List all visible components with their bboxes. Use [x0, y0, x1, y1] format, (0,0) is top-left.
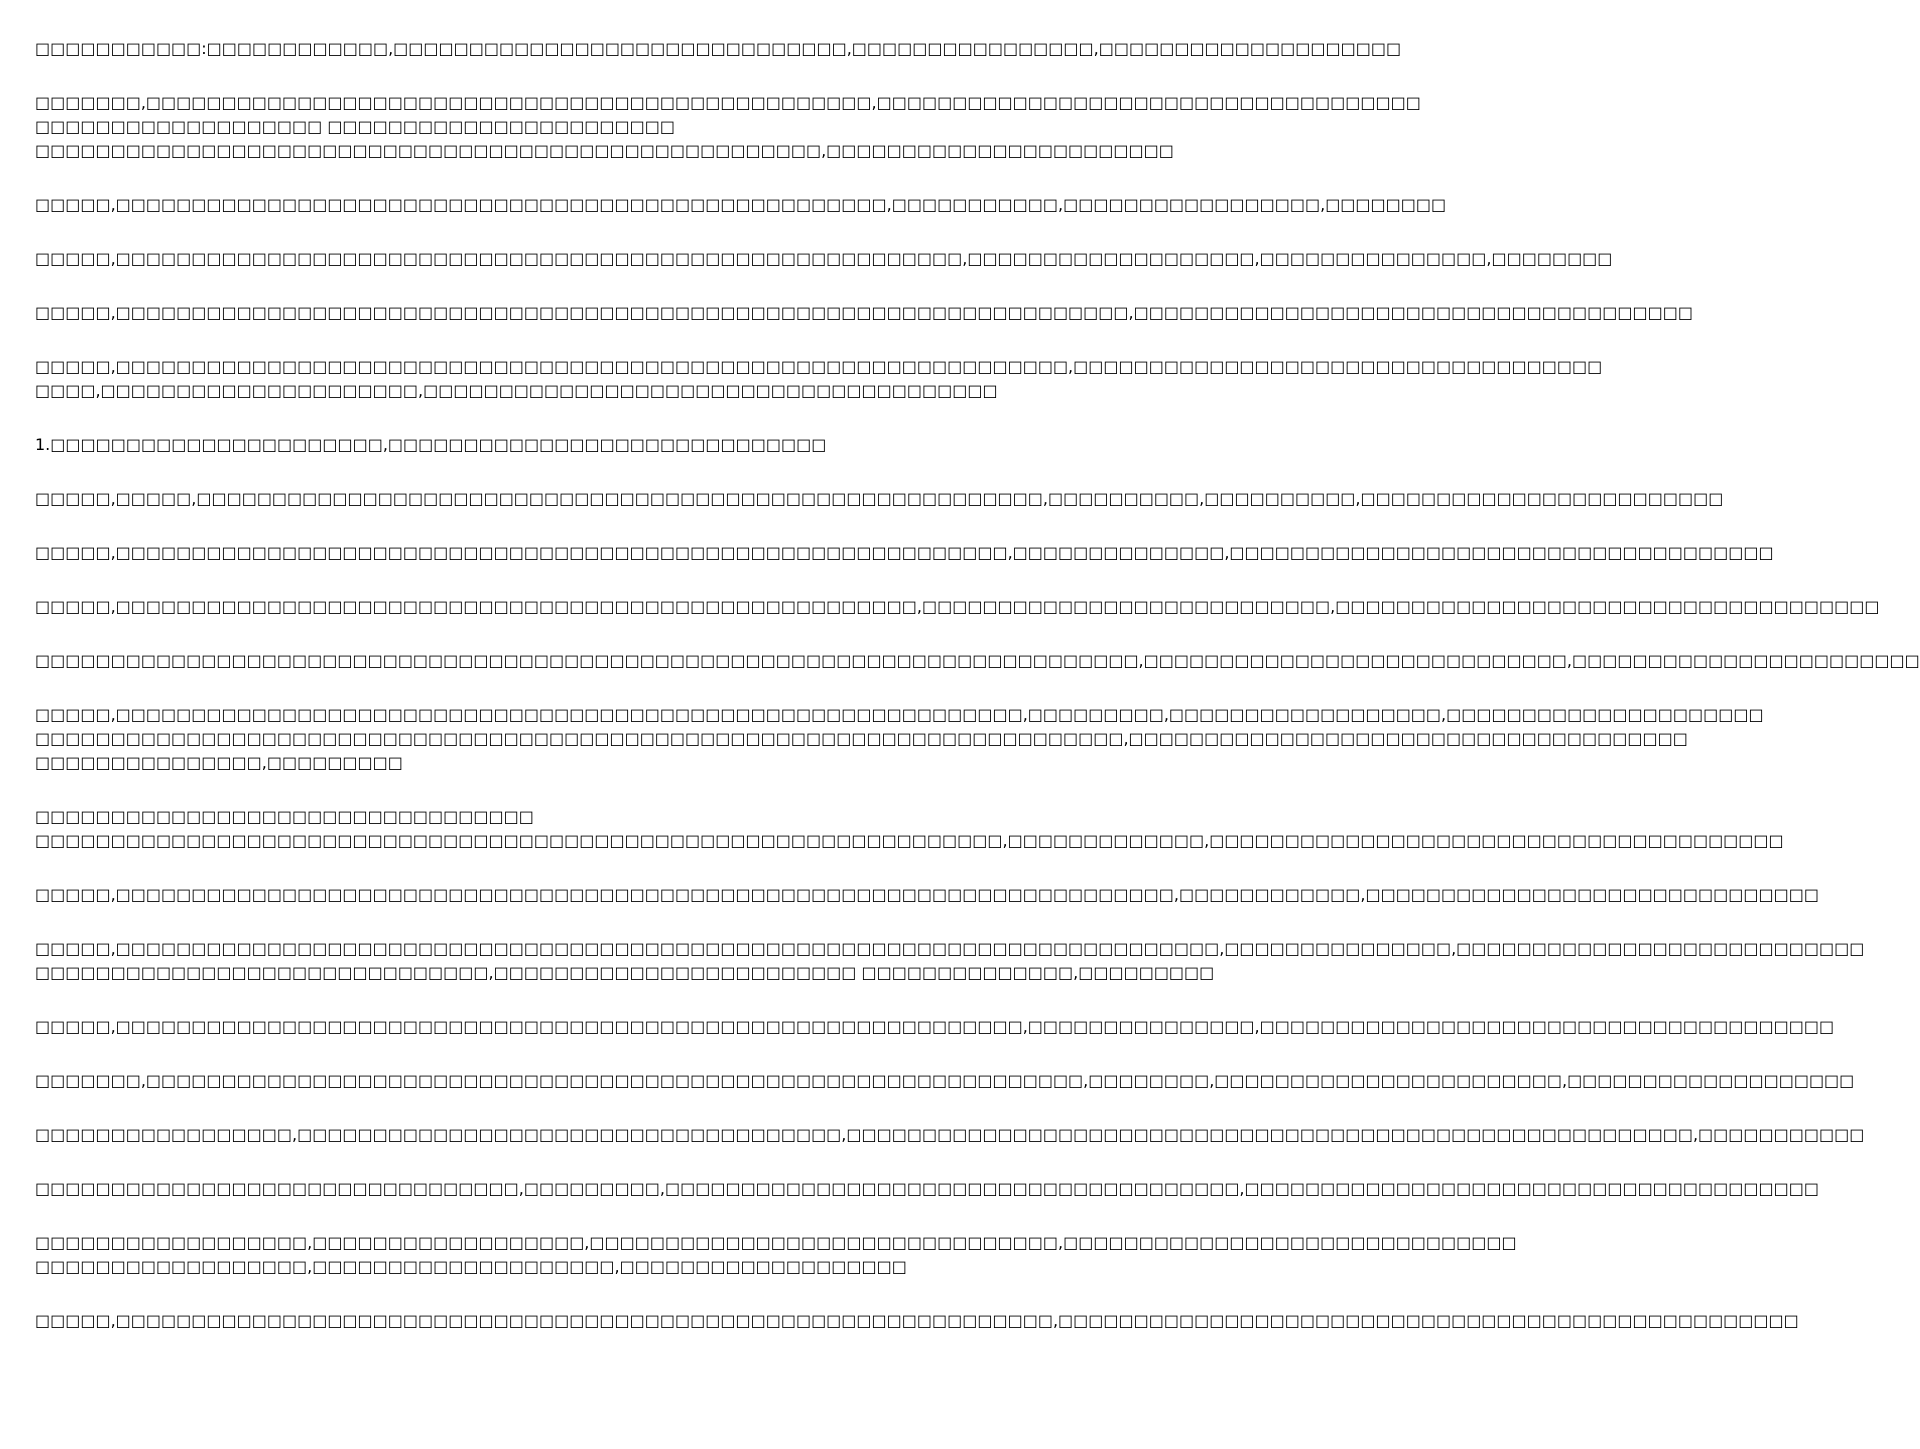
text-line: □□□□□,□□□□□□□□□□□□□□□□□□□□□□□□□□□□□□□□□□□□□□□□□□□□□□□□□□□□□□□□□□□□□□□□□□□□□□,□□□□□□□□□□□□,□□□□□□□□□□□□□□□□□□□□□□□□□□□□□□ — [35, 885, 1819, 904]
text-line: □□□□□,□□□□□□□□□□□□□□□□□□□□□□□□□□□□□□□□□□□□□□□□□□□□□□□□□□□□□□□□□□□□□□,□□□□□□□□□□□□□□□□□□□□□□□□□□□□□□□□□□□□□□□□□□□□□□□□□ — [35, 1311, 1799, 1330]
text-line: □□□□□,□□□□□□□□□□□□□□□□□□□□□□□□□□□□□□□□□□□□□□□□□□□□□□□□□□□□□,□□□□□□□□□□□□□□□□□□□□□□□□□□□,□□□□□□□□□□□□□□□□□□□□□□□□□□□□□□□□□□□□ — [35, 597, 1880, 616]
paragraph — [35, 91, 1421, 163]
paragraph — [35, 1015, 1835, 1039]
paragraph — [35, 355, 1603, 403]
paragraph — [35, 883, 1819, 907]
document-page — [35, 37, 1920, 1363]
text-line: □□□□□,□□□□□□□□□□□□□□□□□□□□□□□□□□□□□□□□□□□□□□□□□□□□□□□□□□□□□□□□□□□□□□□□□□□□□□□□□,□□□□□□□□□□□□□□□,□□□□□□□□□□□□□□□□□□□□□□□□□□□ — [35, 939, 1865, 958]
paragraph — [35, 247, 1613, 271]
text-line: □□□□□□□□□□□□□□□□□□□□□□□□□□□□□□□□□ — [35, 807, 534, 826]
text-line: □□□□□,□□□□□□□□□□□□□□□□□□□□□□□□□□□□□□□□□□□□□□□□□□□□□□□□□□□□□□□□□□□□□□□,□□□□□□□□□□□□□□□□□□□□□□□□□□□□□□□□□□□ — [35, 357, 1603, 376]
text-line: □□□□□□□,□□□□□□□□□□□□□□□□□□□□□□□□□□□□□□□□□□□□□□□□□□□□□□□□□□□□□□□□□□□□□□,□□□□□□□□,□□□□□□□□□□□□□□□□□□□□□□□,□□□□□□□□□□□□□□□□□□□ — [35, 1071, 1855, 1090]
text-line: 1.□□□□□□□□□□□□□□□□□□□□□□,□□□□□□□□□□□□□□□□□□□□□□□□□□□□□ — [35, 435, 827, 454]
text-line: □□□□□□□□□□□□□□□□□□□□□□□□□□□□□□□□□□□□□□□□□□□□□□□□□□□□,□□□□□□□□□□□□□□□□□□□□□□□ — [35, 141, 1174, 160]
paragraph — [35, 1231, 1517, 1279]
paragraph — [35, 301, 1693, 325]
text-line: □□□□□,□□□□□□□□□□□□□□□□□□□□□□□□□□□□□□□□□□□□□□□□□□□□□□□□□□□□□□□□□□□□□□□□□□□,□□□□□□□□□□□□□□□□□□□□□□□□□□□□□□□□□□□□□ — [35, 303, 1693, 322]
paragraph — [35, 433, 989, 457]
paragraph — [35, 1309, 1799, 1333]
text-line: □□□□□,□□□□□,□□□□□□□□□□□□□□□□□□□□□□□□□□□□□□□□□□□□□□□□□□□□□□□□□□□□□□□□,□□□□□□□□□□,□□□□□□□□□□,□□□□□□□□□□□□□□□□□□□□□□□□ — [35, 489, 1724, 508]
text-line: □□□□□□□□□□□□□□□□□□□□□□□□□□□□□□,□□□□□□□□□□□□□□□□□□□□□□□□ □□□□□□□□□□□□□□,□□□□□□□□□ — [35, 963, 1215, 982]
text-line: □□□□□□□□□□□□□□□□□□,□□□□□□□□□□□□□□□□□□□□,□□□□□□□□□□□□□□□□□□□ — [35, 1257, 907, 1276]
text-line: □□□□,□□□□□□□□□□□□□□□□□□□□□,□□□□□□□□□□□□□□□□□□□□□□□□□□□□□□□□□□□□□□ — [35, 381, 998, 400]
paragraph — [35, 1177, 1819, 1201]
paragraph — [35, 649, 1920, 673]
text-line: □□□□□□□□□□□□□□□□□□□□□□□□□□□□□□□□,□□□□□□□□□,□□□□□□□□□□□□□□□□□□□□□□□□□□□□□□□□□□□□□□,□□□□□□□□□□□□□□□□□□□□□□□□□□□□□□□□□□□□□□ — [35, 1179, 1819, 1198]
paragraph — [35, 1123, 1865, 1147]
paragraph — [35, 805, 1784, 853]
text-line: □□□□□□□□□□□□□□□□□□□□□□□□□□□□□□□□□□□□□□□□□□□□□□□□□□□□□□□□□□□□□□□□□□□□□□□□□,□□□□□□□□□□□□□□□□□□□□□□□□□□□□,□□□□□□□□□□□□□□□□□□□□□□□ — [35, 651, 1920, 670]
paragraph — [35, 937, 1865, 985]
text-line: □□□□□,□□□□□□□□□□□□□□□□□□□□□□□□□□□□□□□□□□□□□□□□□□□□□□□□□□□□□□□□□□□,□□□□□□□□□□□□□□,□□□□□□□□□□□□□□□□□□□□□□□□□□□□□□□□□□□□ — [35, 543, 1774, 562]
paragraph — [35, 37, 1402, 61]
text-line: □□□□□□□□□□□□□□□□□□,□□□□□□□□□□□□□□□□□□,□□□□□□□□□□□□□□□□□□□□□□□□□□□□□□□,□□□□□□□□□□□□□□□□□□□□□□□□□□□□□□ — [35, 1233, 1517, 1252]
paragraph — [35, 703, 1764, 775]
text-line: □□□□□,□□□□□□□□□□□□□□□□□□□□□□□□□□□□□□□□□□□□□□□□□□□□□□□□□□□□□□□□□□□□,□□□□□□□□□□□□□□□,□□□□□□□□□□□□□□□□□□□□□□□□□□□□□□□□□□□□□□ — [35, 1017, 1835, 1036]
paragraph — [35, 541, 1774, 565]
text-line: □□□□□□□□□□□□□□□□□□□□□□□□□□□□□□□□□□□□□□□□□□□□□□□□□□□□□□□□□□□□□□□□□□□□□□□□,□□□□□□□□□□□□□□□□□□□□□□□□□□□□□□□□□□□□□ — [35, 729, 1688, 748]
paragraph — [35, 595, 1880, 619]
text-line: □□□□□□□,□□□□□□□□□□□□□□□□□□□□□□□□□□□□□□□□□□□□□□□□□□□□□□□□,□□□□□□□□□□□□□□□□□□□□□□□□□□□□□□□□□□□□ — [35, 93, 1421, 112]
paragraph — [35, 1069, 1855, 1093]
text-line: □□□□□,□□□□□□□□□□□□□□□□□□□□□□□□□□□□□□□□□□□□□□□□□□□□□□□□□□□□□□□□,□□□□□□□□□□□□□□□□□□□,□□□□□□□□□□□□□□□,□□□□□□□□ — [35, 249, 1613, 268]
text-line: □□□□□□□□□□□□□□□,□□□□□□□□□ — [35, 753, 403, 772]
text-line: □□□□□□□□□□□□□□□□□□□ □□□□□□□□□□□□□□□□□□□□□□□ — [35, 117, 676, 136]
paragraph — [35, 193, 1447, 217]
text-line: □□□□□□□□□□□□□□□□□,□□□□□□□□□□□□□□□□□□□□□□□□□□□□□□□□□□□□,□□□□□□□□□□□□□□□□□□□□□□□□□□□□□□□□□□□□□□□□□□□□□□□□□□□□□□□□,□□□□□□□□□□□ — [35, 1125, 1865, 1144]
text-line: □□□□□□□□□□□:□□□□□□□□□□□□,□□□□□□□□□□□□□□□□□□□□□□□□□□□□□□,□□□□□□□□□□□□□□□□,□□□□□□□□□□□□□□□□□□□□ — [35, 39, 1402, 58]
paragraph — [35, 487, 1724, 511]
text-line: □□□□□□□□□□□□□□□□□□□□□□□□□□□□□□□□□□□□□□□□□□□□□□□□□□□□□□□□□□□□□□□□,□□□□□□□□□□□□□,□□□□□□□□□□□□□□□□□□□□□□□□□□□□□□□□□□□□□□ — [35, 831, 1784, 850]
text-line: □□□□□,□□□□□□□□□□□□□□□□□□□□□□□□□□□□□□□□□□□□□□□□□□□□□□□□□□□□□□□□□□□□,□□□□□□□□□,□□□□□□□□□□□□□□□□□□,□□□□□□□□□□□□□□□□□□□□□ — [35, 705, 1764, 724]
text-line: □□□□□,□□□□□□□□□□□□□□□□□□□□□□□□□□□□□□□□□□□□□□□□□□□□□□□□□□□,□□□□□□□□□□□,□□□□□□□□□□□□□□□□□,□□□□□□□□ — [35, 195, 1447, 214]
